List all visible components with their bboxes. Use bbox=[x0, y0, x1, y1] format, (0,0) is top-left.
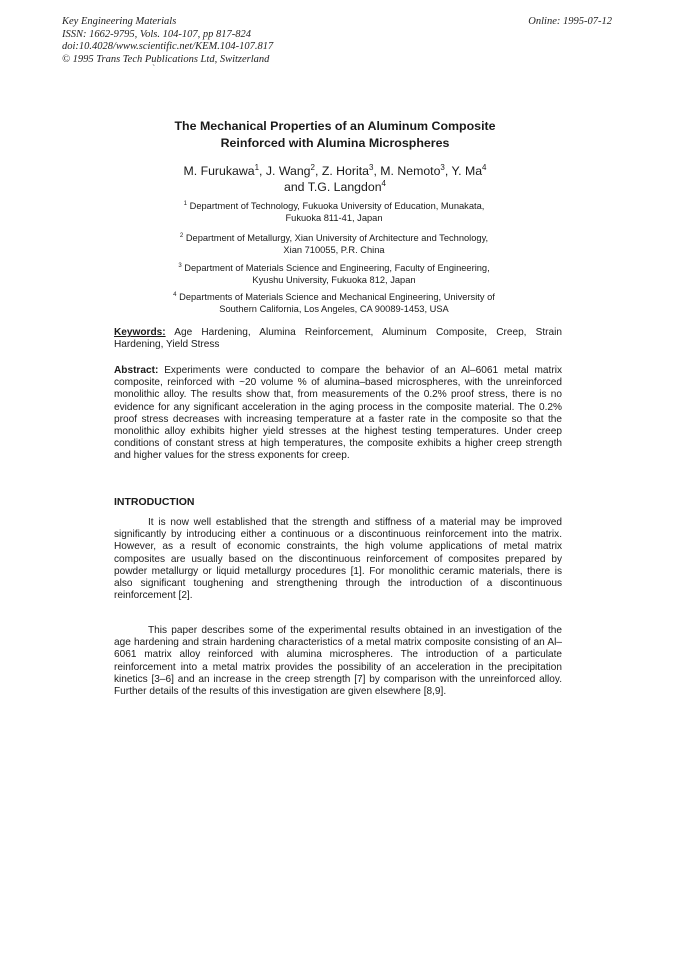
affiliation-mark: 3 bbox=[178, 262, 182, 269]
online-date: Online: 1995-07-12 bbox=[528, 16, 612, 27]
author-affiliation-mark: 3 bbox=[368, 162, 374, 172]
author-name: J. Wang bbox=[265, 164, 311, 178]
stray-mark: ` bbox=[152, 64, 156, 75]
author-affiliation-mark: 1 bbox=[254, 162, 260, 172]
affiliation-line: Department of Metallurgy, Xian University of Architecture and Technology, bbox=[185, 233, 489, 243]
keywords-label: Keywords: bbox=[114, 327, 166, 338]
section-heading: INTRODUCTION bbox=[114, 496, 195, 508]
affiliation-line: Xian 710055, P.R. China bbox=[283, 245, 385, 256]
author-name: Z. Horita bbox=[321, 164, 369, 178]
title-line-2: Reinforced with Alumina Microspheres bbox=[220, 136, 450, 150]
keywords-text: Age Hardening, Alumina Reinforcement, Aluminum Composite, Creep, Strain Hardening, Yield Stress bbox=[114, 327, 563, 351]
paper-title bbox=[150, 118, 520, 152]
affiliation-line: Southern California, Los Angeles, CA 90089-1453, USA bbox=[219, 304, 449, 315]
author-line-1 bbox=[150, 163, 520, 179]
author-affiliation-mark: 2 bbox=[310, 162, 315, 172]
author-line-2 bbox=[150, 179, 520, 195]
abstract-label: Abstract: bbox=[114, 365, 159, 376]
author-separator: , bbox=[444, 164, 452, 178]
issn-line: ISSN: 1662-9795, Vols. 104-107, pp 817-824 bbox=[62, 28, 251, 40]
paragraph-text: It is now well established that the strength and stiffness of a material may be improved significantly by introducing either a continuous or a discontinuous reinforcement into the matrix. However, as a result of economic constraints, the high volume applications of metal matrix composites are usually based on the discontinuous reinforcement of composites prepared by powder metallurgy or liquid metallurgy procedures [1]. For monolithic ceramic materials, there is also significant toughening and strengthening through the introduction of a discontinuous reinforcement [2]. bbox=[114, 517, 562, 602]
affiliation-line: Departments of Materials Science and Mechanical Engineering, University of bbox=[179, 292, 495, 302]
affiliation-mark: 2 bbox=[179, 232, 184, 239]
intro-paragraph-2 bbox=[114, 625, 562, 698]
author-name: M. Furukawa bbox=[183, 164, 255, 178]
doi-line: doi:10.4028/www.scientific.net/KEM.104-107.817 bbox=[62, 41, 274, 52]
affiliation-mark: 4 bbox=[173, 291, 177, 298]
journal-header bbox=[62, 16, 273, 66]
affiliation-line: Department of Materials Science and Engineering, Faculty of Engineering, bbox=[184, 263, 490, 273]
title-line-1: The Mechanical Properties of an Aluminum Composite bbox=[174, 119, 496, 133]
author-affiliation-mark: 4 bbox=[482, 162, 487, 172]
affiliation bbox=[128, 200, 540, 225]
author-and: and bbox=[283, 180, 308, 194]
journal-name: Key Engineering Materials bbox=[62, 16, 177, 27]
author-list bbox=[150, 163, 520, 195]
intro-paragraph-1 bbox=[114, 517, 562, 602]
affiliation bbox=[128, 232, 540, 257]
author-affiliation-mark: 3 bbox=[440, 162, 445, 172]
abstract bbox=[114, 365, 562, 463]
affiliation-line: Kyushu University, Fukuoka 812, Japan bbox=[252, 275, 416, 286]
author-separator: , bbox=[314, 164, 322, 178]
paragraph-text: This paper describes some of the experimental results obtained in an investigation of the age hardening and strain hardening characteristics of a metal matrix composite consisting of an Al–6061 matrix alloy reinforced with alumina microspheres. The introduction of a particulate reinforcement into a metal matrix provides the possibility of an acceleration in the precipitation kinetics [3–6] and an increase in the creep strength [7] by comparison with the unreinforced alloy. Further details of the results of this investigation are given elsewhere [8,9]. bbox=[114, 625, 562, 698]
author-separator: , bbox=[259, 164, 266, 178]
affiliation bbox=[128, 291, 540, 316]
abstract-text: Experiments were conducted to compare the behavior of an Al–6061 metal matrix composite, reinforced with ~20 volume % of alumina–based microspheres, with the unreinforced monolithic alloy. The results show that, from measurements of the 0.2% proof stress, there is no evidence for any significant acceleration in the aging process in the composite material. The 0.2% proof stress decreases with increasing temperature at a faster rate in the composite so that the monolithic alloy exhibits higher yield stresses at the highest testing temperatures. Under creep conditions of constant stress at high temperatures, the composite exhibits a higher creep strength and higher values for the stress exponents for creep. bbox=[114, 365, 562, 462]
author-name: Y. Ma bbox=[451, 164, 483, 178]
copyright-line: © 1995 Trans Tech Publications Ltd, Switzerland bbox=[62, 53, 270, 65]
author-name: M. Nemoto bbox=[380, 164, 441, 178]
author-name: T.G. Langdon bbox=[307, 180, 382, 194]
affiliation-line: Fukuoka 811-41, Japan bbox=[285, 213, 383, 224]
author-affiliation-mark: 4 bbox=[381, 178, 386, 188]
affiliation bbox=[128, 262, 540, 287]
keywords bbox=[114, 327, 562, 351]
affiliation-line: Department of Technology, Fukuoka University of Education, Munakata, bbox=[189, 201, 485, 211]
author-separator: , bbox=[373, 164, 381, 178]
affiliation-mark: 1 bbox=[183, 200, 188, 207]
